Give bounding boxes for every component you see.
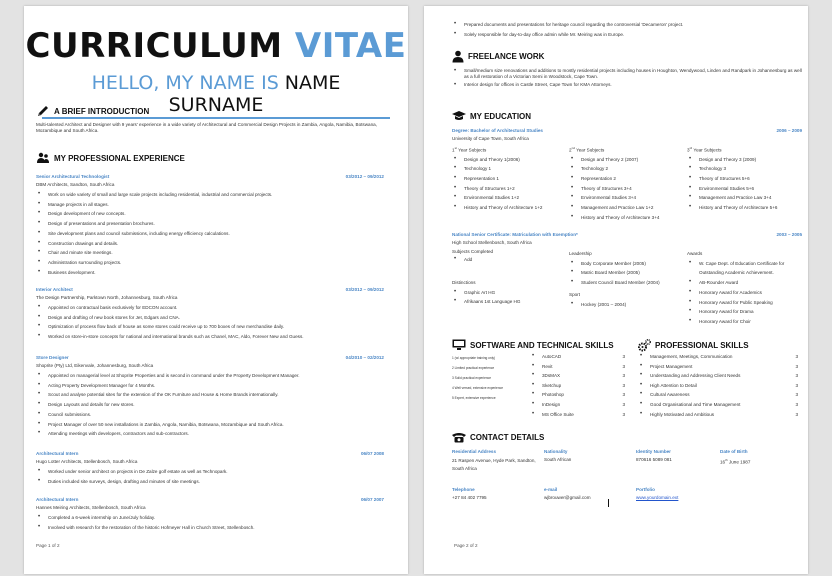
gears-icon — [638, 339, 651, 352]
professional-skills-list — [638, 352, 798, 419]
list-item: • Administration surrounding projects. — [36, 258, 391, 268]
list-item: • W. Cape Dept. of Education Certificate for Outstanding Academic Achievement. — [687, 259, 805, 278]
list-item: • Representation 1 — [452, 174, 564, 184]
list-item: • Technology 3 — [687, 164, 805, 174]
list-item: • 3DsMAX 3 — [530, 371, 625, 381]
address-label: Residential Address — [452, 449, 496, 454]
software-list — [530, 352, 625, 419]
page-number: Page 2 of 2 — [454, 543, 478, 548]
list-item: • Good Organisational and Time Management 3 — [638, 400, 798, 410]
list-item: • Appointed on contractual basis exclusively for EDCON account. — [36, 303, 391, 313]
list-item: • Design of presentations and presentation brochures. — [36, 219, 391, 229]
contact-heading-label: CONTACT DETAILS — [470, 433, 545, 442]
contact-heading — [452, 432, 544, 443]
list-item: • Environmental Studies 3+4 — [569, 193, 687, 203]
leadership-label: Leadership — [569, 251, 592, 256]
job-date: 06/07 2008 — [361, 451, 384, 456]
cv-title — [24, 26, 408, 66]
matric-title: National Senior Certificate: Matriculation with Exemption* — [452, 232, 578, 237]
list-item: • Scout and analyse potential sites for the extension of the OK Furniture and House & Home Brands internationally. — [36, 390, 391, 400]
list-item: • Honorary Award for Academics — [687, 288, 805, 298]
subject-column-3 — [687, 145, 805, 213]
experience-heading — [36, 151, 185, 165]
scale-item: 1 (w/ appropriate training only) — [452, 356, 496, 360]
list-item: • Management and Practice Law 3+4 — [687, 193, 805, 203]
job-title: Architectural Intern — [36, 497, 79, 502]
list-item: • Design Layouts and details for new stores. — [36, 400, 391, 410]
cv-title-part-2: VITAE — [294, 26, 407, 66]
list-item: • Optimization of process flow back of house as some stores could receive up to 700 boxes of new merchandise daily. — [36, 322, 391, 332]
telephone-value: +27 84 402 7795 — [452, 495, 487, 500]
list-item: • History and Theory of Architecture 1+2 — [452, 203, 564, 213]
list-item: • Work on wide variety of small and large scale projects including residential, industrial and commercial projects. — [36, 190, 391, 200]
list-item: • Sketchup 3 — [530, 381, 625, 391]
list-item: • Council submissions. — [36, 410, 391, 420]
id-value: 870616 5089 081 — [636, 457, 672, 462]
list-item: • Appointed on managerial level at Shoprite Properties and is second in command under the Property Development Manager. — [36, 371, 391, 381]
list-item: • Small/medium size renovations and additions to mostly residential projects including houses in Houghton, Wendywood, Linden and Randpark in Johannesburg as well as a full restoration of a Victorian Semi in Woodstock, Cape Town. — [452, 68, 802, 80]
list-item: • Afrikaans 1st Language HG — [452, 297, 564, 307]
cv-title-part-1: CURRICULUM — [25, 26, 283, 66]
column-header: 3rd Year Subjects — [687, 146, 722, 153]
degree-school: University of Cape Town, South Africa — [452, 136, 529, 141]
list-item: • AB-Rounder Award — [687, 278, 805, 288]
job-company: Hugo Lotter Architects, Stellenbosch, South Africa — [36, 459, 138, 464]
professional-skills-heading-label: PROFESSIONAL SKILLS — [655, 341, 749, 350]
page-number: Page 1 of 2 — [36, 543, 60, 548]
job-bullets — [36, 467, 391, 486]
nationality-value: South African — [544, 457, 572, 462]
subjects-label: Subjects Completed — [452, 249, 494, 254]
list-item: • Site development plans and council submissions, including energy efficiency calculations. — [36, 229, 391, 239]
job-bullets — [36, 190, 391, 277]
list-item: • Environmental Studies 5+6 — [687, 184, 805, 194]
list-item: • High Attention to Detail 3 — [638, 381, 798, 391]
list-item: • Matric Board Member (2005) — [569, 268, 687, 278]
column-header: 2nd Year Subjects — [569, 146, 605, 153]
degree-title: Degree: Bachelor of Architectural Studies — [452, 128, 543, 133]
list-item: • Technology 2 — [569, 164, 687, 174]
list-item: • Construction drawings and details. — [36, 239, 391, 249]
list-item: • Worked on store-in-store concepts for national and international brands such as Chanel, MAC, Aldo, Forever New and Guess. — [36, 332, 391, 342]
list-item: • Honorary Award for Public Speaking — [687, 298, 805, 308]
dob-value: 16th June 1987 — [720, 458, 751, 465]
telephone-block — [452, 487, 537, 501]
list-item: • Representation 2 — [569, 174, 687, 184]
job-date: 03/2012 – 09/2012 — [345, 287, 384, 292]
text-cursor — [608, 499, 609, 507]
freelance-heading-label: FREELANCE WORK — [468, 52, 545, 61]
intro-text: Multi-talented Architect and Designer with 9 years' experience in a wide variety of Architectural and Commercial Design Projects in Zambia, Angola, Namibia, Botswana, Mozambique and South Africa. — [36, 122, 377, 133]
list-item: • InDesign 3 — [530, 400, 625, 410]
distinctions-block — [452, 278, 564, 307]
distinctions-label: Distinctions — [452, 280, 476, 285]
column-header: 1st Year Subjects — [452, 146, 487, 153]
email-block — [544, 487, 629, 501]
dob-label: Date of Birth — [720, 449, 748, 454]
list-item: • Chair and minute site meetings. — [36, 248, 391, 258]
list-item: • Duties included site surveys, design, drafting and minutes of site meetings. — [36, 477, 391, 487]
list-item: • Design and Theory 2 (2007) — [569, 155, 687, 165]
list-item: • Management and Practice Law 1+2 — [569, 203, 687, 213]
portfolio-link[interactable]: www.yourdomain.ext — [636, 495, 679, 500]
list-item: • Theory of Structures 5+6 — [687, 174, 805, 184]
continued-bullets — [452, 20, 792, 39]
hello-label: HELLO, MY NAME IS — [91, 72, 279, 94]
freelance-heading — [452, 50, 544, 63]
list-item: • Environmental Studies 1+2 — [452, 193, 564, 203]
list-item: • Project Manager of over 50 new installations in Zambia, Angola, Namibia, Botswana, Mozambique and South Africa. — [36, 420, 391, 430]
graduation-cap-icon — [452, 110, 466, 122]
person-icon — [452, 50, 464, 63]
job-company: Shoprite (Pty) Ltd, Eikenvale, Johannesburg, South Africa — [36, 363, 154, 368]
matric-date: 2003 – 2005 — [776, 232, 802, 237]
name-surname: NAME SURNAME — [168, 72, 341, 116]
list-item: • Cultural Awareness 3 — [638, 390, 798, 400]
telephone-label: Telephone — [452, 487, 475, 492]
skill-scale — [452, 353, 532, 403]
job-date: 06/07 2007 — [361, 497, 384, 502]
list-item: • Design and drafting of new book stores for Jet, Edgars and CNA. — [36, 313, 391, 323]
list-item: • Acting Property Development Manager for 4 Months. — [36, 381, 391, 391]
pen-icon — [36, 104, 50, 118]
list-item: • Student Council Board Member (2004) — [569, 278, 687, 288]
email-value: wjbrouwer@gmail.com — [544, 495, 591, 500]
list-item: • Graphic Art HG — [452, 288, 564, 298]
nationality-block — [544, 449, 629, 463]
list-item: • Completed a 6-week internship on June/July holiday. — [36, 513, 391, 523]
job-company: The Design Partnership, Parktown North, Johannesburg, South Africa — [36, 295, 178, 300]
scale-item: 4 Well versed, extensive experience — [452, 386, 503, 390]
awards-label: Awards — [687, 251, 703, 256]
job-bullets — [36, 303, 391, 342]
professional-skills-heading — [638, 339, 749, 352]
list-item: • Interior design for offices in Castle Street, Cape Town for KMA Attorneys. — [452, 82, 802, 88]
job-date: 03/2012 – 09/2012 — [345, 174, 384, 179]
portfolio-label: Portfolio — [636, 487, 655, 492]
email-label: e-mail — [544, 487, 558, 492]
list-item: • Design and Theory 1(2006) — [452, 155, 564, 165]
address-block — [452, 449, 537, 473]
list-item: • Hockey (2001 – 2004) — [569, 300, 687, 310]
intro-heading-label: A BRIEF INTRODUCTION — [54, 106, 150, 116]
job-bullets — [36, 513, 391, 532]
scale-item: 3 Solid practical experience — [452, 376, 491, 380]
awards-block — [687, 249, 805, 327]
list-item: • Solely responsible for day-to-day office admin while Mr. Meiring was in Europe. — [452, 30, 792, 40]
list-item: • Understanding and Addressing Client Needs 3 — [638, 371, 798, 381]
sport-label: Sport — [569, 291, 580, 297]
job-title: Senior Architectural Technologist — [36, 174, 110, 179]
matric-school: High School Stellenbosch, South Africa — [452, 240, 532, 245]
education-heading-label: MY EDUCATION — [470, 111, 532, 121]
list-item: • Worked under senior architect on projects in De Zalze golf estate as well as Technopark. — [36, 467, 391, 477]
nationality-label: Nationality — [544, 449, 568, 454]
list-item: • Highly Motivated and Ambitious 3 — [638, 410, 798, 420]
list-item: • Project Management 3 — [638, 362, 798, 372]
dob-block — [720, 449, 805, 466]
list-item: • Body Corporate Member (2005) — [569, 259, 687, 269]
job-title: Architectural Intern — [36, 451, 79, 456]
leadership-block — [569, 249, 687, 309]
list-item: • Technology 1 — [452, 164, 564, 174]
list-item: • Add — [452, 255, 564, 265]
list-item: • Design and Theory 3 (2009) — [687, 155, 805, 165]
education-heading — [452, 110, 531, 122]
list-item: • History and Theory of Architecture 5+6 — [687, 203, 805, 213]
job-date: 04/2010 – 02/2012 — [345, 355, 384, 360]
list-item: • Business development. — [36, 268, 391, 278]
freelance-bullets — [452, 68, 802, 88]
job-company: DBM Architects, Sandton, South Africa — [36, 182, 115, 187]
software-heading-label: SOFTWARE AND TECHNICAL SKILLS — [470, 340, 614, 350]
list-item: • Revit 3 — [530, 362, 625, 372]
job-title: Store Designer — [36, 355, 69, 360]
list-item: • Theory of Structures 3+4 — [569, 184, 687, 194]
monitor-icon — [452, 339, 466, 351]
job-bullets — [36, 371, 391, 439]
scale-item: 2 Limited practical experience — [452, 366, 495, 370]
people-icon — [36, 151, 50, 165]
subject-column-2 — [569, 145, 687, 222]
page-1 — [24, 6, 408, 574]
scale-item: 5 Expert, extensive experience — [452, 396, 496, 400]
subject-column-1 — [452, 145, 564, 213]
list-item: • Manage projects in all stages. — [36, 200, 391, 210]
job-title: Interior Architect — [36, 287, 73, 292]
portfolio-block — [636, 487, 721, 501]
list-item: • Theory of Structures 1+2 — [452, 184, 564, 194]
degree-date: 2006 – 2009 — [776, 128, 802, 133]
list-item: • Involved with research for the restoration of the historic Hofmeyer Hall in Church Street, Stellenbosch. — [36, 523, 391, 533]
list-item: • Photoshop 3 — [530, 390, 625, 400]
list-item: • Honorary Award for Choir — [687, 317, 805, 327]
list-item: • MS Office Suite 3 — [530, 410, 625, 420]
id-block — [636, 449, 721, 463]
list-item: • History and Theory of Architecture 3+4 — [569, 213, 687, 223]
list-item: • Attending meetings with developers, contractors and sub-contractors. — [36, 429, 391, 439]
job-company: Hannes Meiring Architects, Stellenbosch, South Africa — [36, 505, 146, 510]
list-item: • AutoCAD 3 — [530, 352, 625, 362]
id-label: Identity Number — [636, 449, 671, 454]
address-value: 21 Raspen Avenue, Hyde Park, Sandton, South Africa — [452, 458, 536, 471]
phone-icon — [452, 432, 466, 443]
list-item: • Design development of new concepts. — [36, 209, 391, 219]
subjects-block — [452, 249, 564, 265]
list-item: • Prepared documents and presentations for heritage council regarding the controversial 'Decameron' project. — [452, 20, 792, 30]
intro-heading — [36, 104, 149, 118]
software-heading — [452, 339, 614, 351]
list-item: • Management, Meetings, Communication 3 — [638, 352, 798, 362]
list-item: • Honorary Award for Drama — [687, 307, 805, 317]
experience-heading-label: MY PROFESSIONAL EXPERIENCE — [54, 153, 185, 163]
page-2 — [424, 6, 808, 574]
